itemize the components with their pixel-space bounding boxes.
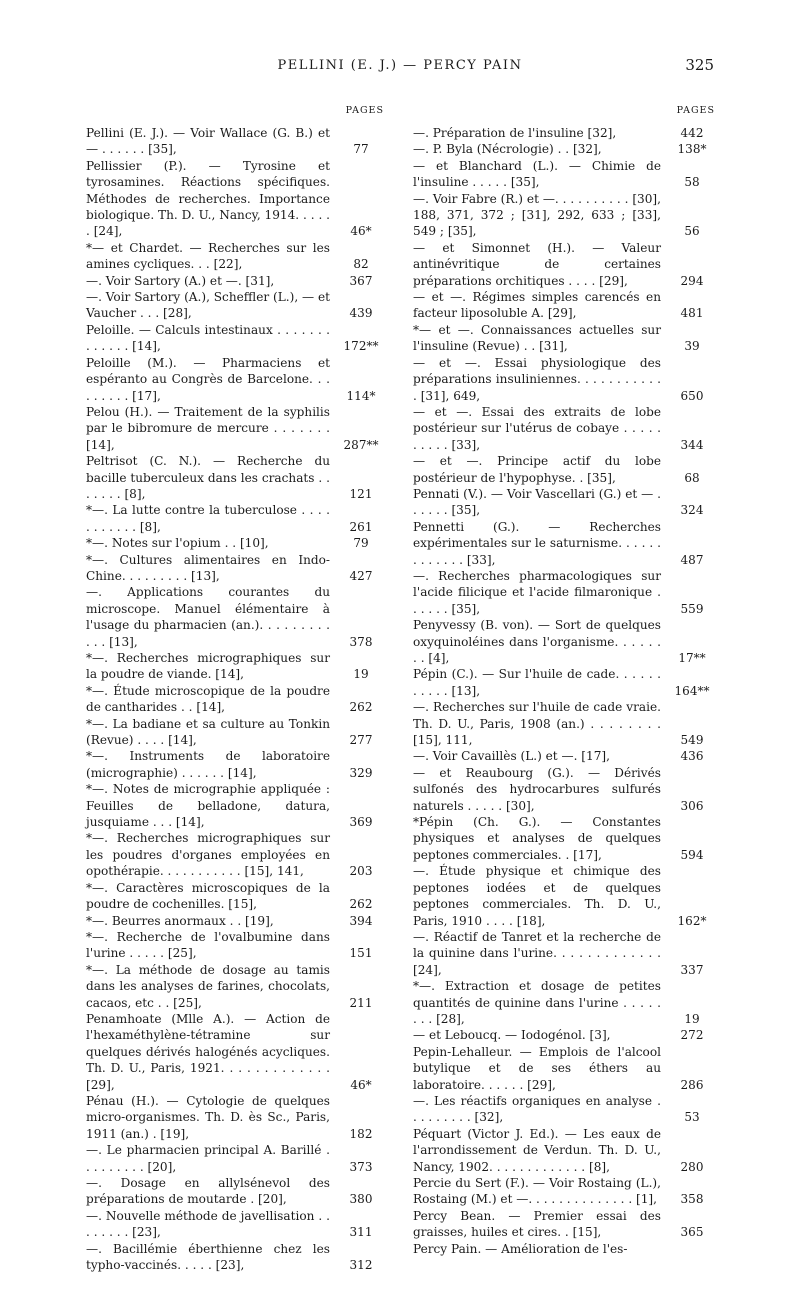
index-entry [86,552,384,585]
entry-page: 261 [349,519,373,534]
entry-text: — et Reaubourg (G.). — Dérivés sulfonés des hydrocarbures sulfurés naturels . . . . . [30], [413,765,661,813]
entry-text: *—. La lutte contre la tuberculose . . . . . . . . . . . [8], [86,503,330,534]
entry-text: Pennati (V.). — Voir Vascellari (G.) et — . . . . . . [35], [413,486,661,518]
index-entry [86,289,384,322]
entry-text: *—. La badiane et sa culture au Tonkin (Revue) . . . . [14], [86,716,330,748]
index-entry [86,1241,384,1274]
index-entry [86,716,384,749]
entry-page: 337 [680,962,704,977]
entry-page: 164** [674,683,710,698]
entry-text: Pellissier (P.). — Tyrosine et tyrosamines. Réactions spécifiques. Méthodes de recherches. Importance biologique. Th. D. U., Nancy, 1914. . . . . . [24], [86,158,330,239]
entry-page: 203 [349,864,373,879]
entry-page: 77 [353,142,369,157]
page-number: 325 [685,56,714,74]
entry-text: — et Simonnet (H.). — Valeur antinévritique de certaines préparations orchitiques . . . . [29], [413,240,661,288]
entry-text: —. Le pharmacien principal A. Barillé . . . . . . . . . [20], [86,1143,330,1174]
index-entry [413,1027,715,1043]
entry-page: 294 [680,273,704,288]
index-entry-list [86,125,384,1273]
index-entry [86,125,384,158]
entry-text: — et —. Principe actif du lobe postérieur de l'hypophyse. . [35], [413,454,661,485]
entry-text: Péquart (Victor J. Ed.). — Les eaux de l'arrondissement de Verdun. Th. D. U., Nancy, 1902. . . . . . . . . . . . . [8], [413,1126,661,1174]
entry-text: —. Dosage en allylsénevol des préparations de moutarde . [20], [86,1176,330,1207]
entry-page: 329 [349,765,373,780]
index-entry [413,453,715,486]
index-entry [413,765,715,814]
index-entry [86,929,384,962]
index-entry [413,1208,715,1241]
entry-text: — et —. Essai des extraits de lobe postérieur sur l'utérus de cobaye . . . . . . . . . . [33], [413,404,661,452]
index-entry [86,962,384,1011]
index-entry [86,880,384,913]
index-entry [86,322,384,355]
page-title: PELLINI (E. J.) — PERCY PAIN [277,58,523,73]
entry-text: —. Voir Cavaillès (L.) et —. [17], [413,749,610,764]
index-entry [86,1011,384,1093]
entry-text: — et Leboucq. — Iodogénol. [3], [413,1028,611,1043]
entry-page: 439 [349,306,373,321]
entry-page: 211 [349,995,373,1010]
entry-text: *—. Notes sur l'opium . . [10], [86,536,269,551]
entry-page: 172** [343,339,379,354]
entry-page: 378 [349,634,373,649]
entry-page: 312 [349,1258,373,1273]
entry-text: —. P. Byla (Nécrologie) . . [32], [413,142,602,157]
entry-page: 481 [680,306,704,321]
pages-column-label: PAGES [676,105,715,116]
index-entry [413,125,715,141]
entry-text: —. Nouvelle méthode de javellisation . . . . . . . . [23], [86,1208,330,1240]
entry-page: 436 [680,749,704,764]
entry-page: 306 [680,798,704,813]
entry-text: Pellini (E. J.). — Voir Wallace (G. B.) et — . . . . . . [35], [86,126,330,157]
index-entry [86,584,384,650]
index-entry [413,1126,715,1175]
entry-text: Pénau (H.). — Cytologie de quelques micro-organismes. Th. D. ès Sc., Paris, 1911 (an.) . [19], [86,1093,330,1141]
entry-page: 53 [684,1110,700,1125]
index-entry [413,322,715,355]
right-column [413,105,715,1257]
entry-page: 286 [680,1077,704,1092]
entry-text: Percie du Sert (F.). — Voir Rostaing (L.), Rostaing (M.) et —. . . . . . . . . . . . . . [1], [413,1176,661,1207]
index-entry [86,273,384,289]
entry-page: 19 [353,667,369,682]
index-entry-list [413,125,715,1257]
index-entry [86,1093,384,1142]
entry-text: Pelou (H.). — Traitement de la syphilis par le bibromure de mercure . . . . . . . [14], [86,404,330,452]
entry-text: *—. Instruments de laboratoire (micrographie) . . . . . . [14], [86,749,330,780]
entry-page: 138* [677,142,707,157]
entry-text: —. Réactif de Tanret et la recherche de la quinine dans l'urine. . . . . . . . . . . . . [24], [413,929,661,977]
entry-text: *— et —. Connaissances actuelles sur l'insuline (Revue) . . [31], [413,322,661,354]
entry-page: 380 [349,1192,373,1207]
index-entry [86,1175,384,1208]
entry-text: —. Voir Fabre (R.) et —. . . . . . . . . . [30], 188, 371, 372 ; [31], 292, 633 ; [33], 549 ; [35], [413,191,661,239]
entry-page: 324 [680,503,704,518]
entry-page: 442 [680,126,704,140]
entry-text: —. Applications courantes du microscope. Manuel élémentaire à l'usage du pharmacien (an.). . . . . . . . . . . . [13], [86,585,330,649]
entry-text: *—. Notes de micrographie appliquée : Feuilles de belladone, datura, jusquiame . . . [14], [86,782,330,830]
entry-page: 487 [680,552,704,567]
index-entry [413,1044,715,1093]
entry-page: 262 [349,897,373,912]
entry-text: — et Blanchard (L.). — Chimie de l'insuline . . . . . [35], [413,158,661,190]
entry-page: 162* [677,913,707,928]
entry-text: Peloille (M.). — Pharmaciens et espéranto au Congrès de Barcelone. . . . . . . . . [17], [86,355,330,403]
index-entry [413,814,715,863]
index-entry [413,191,715,240]
entry-text: —. Voir Sartory (A.) et —. [31], [86,273,275,288]
entry-page: 394 [349,913,373,928]
entry-text: *—. Étude microscopique de la poudre de cantharides . . [14], [86,683,330,715]
entry-text: Pépin (C.). — Sur l'huile de cade. . . . . . . . . . . [13], [413,667,661,698]
entry-page: 280 [680,1159,704,1174]
entry-page: 114* [346,388,376,403]
left-column [86,105,384,1273]
entry-text: —. Recherches sur l'huile de cade vraie. Th. D. U., Paris, 1908 (an.) . . . . . . . . [15], 111, [413,700,661,748]
entry-text: —. Recherches pharmacologiques sur l'acide filicique et l'acide filmaronique . . . . . . [35], [413,568,661,616]
entry-text: *Pépin (Ch. G.). — Constantes physiques et analyses de quelques peptones commerciales. . [17], [413,815,661,862]
entry-page: 68 [684,470,700,485]
entry-page: 549 [680,733,704,748]
index-entry [413,666,715,699]
entry-page: 79 [353,536,369,551]
index-entry [86,535,384,551]
entry-text: *—. Caractères microscopiques de la poudre de cochenilles. [15], [86,880,330,912]
entry-text: *— et Chardet. — Recherches sur les amines cycliques. . . [22], [86,240,330,272]
entry-page: 46* [350,1077,372,1092]
entry-page: 277 [349,733,373,748]
entry-text: — et —. Essai physiologique des préparations insuliniennes. . . . . . . . . . . . [31], 649, [413,355,661,403]
entry-page: 58 [684,175,700,190]
entry-text: *—. Recherches micrographiques sur les poudres d'organes employées en opothérapie. . . . . . . . . . . [15], 141, [86,831,330,879]
entry-text: —. Préparation de l'insuline [32], [413,126,617,140]
index-entry [413,929,715,978]
entry-page: 367 [349,273,373,288]
entry-page: 151 [349,946,373,961]
index-entry [413,699,715,748]
index-entry [86,1142,384,1175]
entry-text: *—. Recherche de l'ovalbumine dans l'urine . . . . . [25], [86,929,330,961]
index-entry [86,650,384,683]
entry-text: Pennetti (G.). — Recherches expérimentales sur le saturnisme. . . . . . . . . . . . . [33], [413,519,661,567]
index-entry [413,404,715,453]
entry-page: 17** [678,651,706,665]
index-entry [86,781,384,830]
entry-text: *—. Cultures alimentaires en Indo-Chine. . . . . . . . . [13], [86,552,330,583]
index-entry [86,748,384,781]
entry-page: 287** [343,437,379,452]
entry-page: 182 [349,1126,373,1141]
entry-page: 272 [680,1028,704,1043]
index-entry [413,1175,715,1208]
entry-page: 311 [349,1225,373,1240]
index-entry [86,404,384,453]
index-entry [413,617,715,666]
entry-text: —. Étude physique et chimique des peptones iodées et de quelques peptones commerciales. Th. D. U., Paris, 1910 . . . . [18], [413,864,661,928]
entry-page: 46* [350,224,372,239]
index-entry [86,240,384,273]
entry-page: 19 [684,1011,700,1026]
index-entry [86,683,384,716]
entry-text: *—. Recherches micrographiques sur la poudre de viande. [14], [86,651,330,682]
index-entry [413,355,715,404]
index-entry [86,453,384,502]
entry-text: Peltrisot (C. N.). — Recherche du bacille tuberculeux dans les crachats . . . . . . . [8], [86,454,330,501]
index-entry [86,913,384,929]
index-entry [413,568,715,617]
entry-page: 82 [353,257,369,272]
index-entry [413,1241,715,1257]
entry-text: —. Les réactifs organiques en analyse . . . . . . . . . [32], [413,1093,661,1125]
index-entry [413,978,715,1027]
entry-page: 427 [349,568,373,583]
entry-page: 121 [349,486,373,501]
entry-page: 358 [680,1192,704,1207]
index-entry [86,355,384,404]
entry-page: 56 [684,224,700,239]
entry-text: Penyvessy (B. von). — Sort de quelques oxyquinoléines dans l'organisme. . . . . . . . [4], [413,618,661,665]
index-entry [413,158,715,191]
running-header [0,58,800,82]
entry-page: 262 [349,700,373,715]
entry-text: — et —. Régimes simples carencés en facteur liposoluble A. [29], [413,290,661,321]
entry-page: 373 [349,1159,373,1174]
entry-text: —. Voir Sartory (A.), Scheffler (L.), — et Vaucher . . . [28], [86,290,330,321]
index-entry [413,1093,715,1126]
entry-text: Percy Bean. — Premier essai des graisses, huiles et cires. . [15], [413,1208,661,1240]
index-entry [413,863,715,929]
entry-text: Peloille. — Calculs intestinaux . . . . . . . . . . . . . [14], [86,322,330,354]
index-entry [413,289,715,322]
index-entry [86,1208,384,1241]
index-entry [86,158,384,240]
entry-page: 39 [684,339,700,354]
entry-text: Pepin-Lehalleur. — Emplois de l'alcool butylique et de ses éthers au laboratoire. . . . . . [29], [413,1044,661,1092]
index-entry [413,240,715,289]
entry-page: 369 [349,815,373,830]
entry-page: 559 [680,601,704,616]
index-entry [86,830,384,879]
index-entry [413,748,715,764]
entry-page: 344 [680,437,704,452]
entry-text: *—. Beurres anormaux . . [19], [86,913,274,928]
entry-text: *—. La méthode de dosage au tamis dans les analyses de farines, chocolats, cacaos, etc . . [25], [86,962,330,1010]
entry-page: 365 [680,1225,704,1240]
entry-page: 594 [680,847,704,862]
entry-text: Penamhoate (Mlle A.). — Action de l'hexaméthylène-tétramine sur quelques dérivés halogénés acycliques. Th. D. U., Paris, 1921. . . . . . . . . . . . . [29], [86,1011,330,1092]
entry-text: *—. Extraction et dosage de petites quantités de quinine dans l'urine . . . . . . . . [28], [413,979,661,1026]
entry-text: Percy Pain. — Amélioration de l'es- [413,1241,628,1256]
index-entry [413,519,715,568]
entry-text: —. Bacillémie éberthienne chez les typho-vaccinés. . . . . [23], [86,1241,330,1273]
index-entry [413,141,715,157]
pages-column-label: PAGES [345,105,384,116]
index-entry [86,502,384,535]
index-entry [413,486,715,519]
entry-page: 650 [680,388,704,403]
